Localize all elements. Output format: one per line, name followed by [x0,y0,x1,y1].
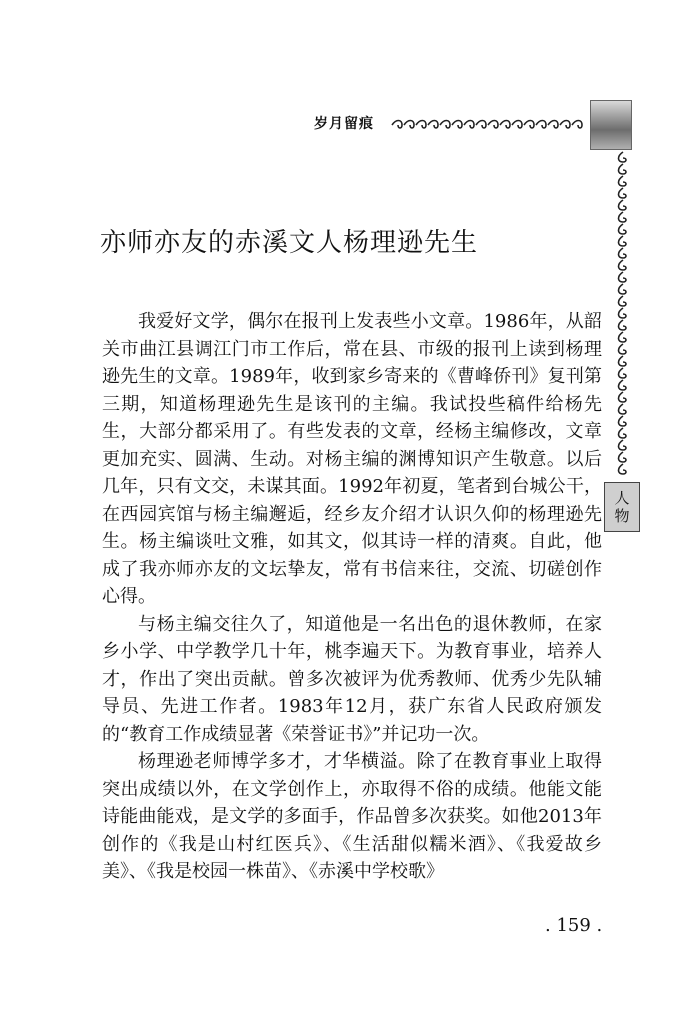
article-paragraph-2: 与杨主编交往久了，知道他是一名出色的退休教师，在家乡小学、中学教学几十年，桃李遍天下。为教育事业，培养人才，作出了突出贡献。曾多次被评为优秀教师、优秀少先队辅导员、先进工作者。1983年12月，获广东省人民政府颁发的“教育工作成绩显著《荣誉证书》”并记功一次。 [102,613,602,745]
side-tab-char-1: 人 [614,489,630,507]
page-number: . 159 . [545,915,603,936]
header-section-label: 岁月留痕 [314,116,374,132]
article-title: 亦师亦友的赤溪文人杨理逊先生 [100,228,479,258]
article-paragraph-1: 我爱好文学，偶尔在报刊上发表些小文章。1986年，从韶关市曲江县调江门市工作后，常在县、市级的报刊上读到杨理逊先生的文章。1989年，收到家乡寄来的《曹峰侨刊》复刊第三期，知道杨理逊先生是该刊的主编。我试投些稿件给杨先生，大部分都采用了。有些发表的文章，经杨主编修改，文章更加充实、圆满、生动。对杨主编的渊博知识产生敬意。以后几年，只有文交，未谋其面。1992年初夏，笔者到台城公干，在西园宾馆与杨主编邂逅，经乡友介绍才认识久仰的杨理逊先生。杨主编谈吐文雅，如其文，似其诗一样的清爽。自此，他成了我亦师亦友的文坛挚友，常有书信来往，交流、切磋创作心得。 [102,311,602,607]
side-tab-category [604,482,640,532]
article-paragraph-3: 杨理逊老师博学多才，才华横溢。除了在教育事业上取得突出成绩以外，在文学创作上，亦取得不俗的成绩。他能文能诗能曲能戏，是文学的多面手，作品曾多次获奖。如他2013年创作的《我是山村红医兵》、《生活甜似糯米酒》、《我爱故乡美》、《我是校园一株苗》、《赤溪中学校歌》 [102,751,602,882]
vertical-scroll-ornament-icon [617,150,629,480]
article-body [102,308,602,886]
header-photo [590,100,632,150]
scroll-ornament-icon [390,119,590,131]
side-tab-char-2: 物 [614,507,630,525]
